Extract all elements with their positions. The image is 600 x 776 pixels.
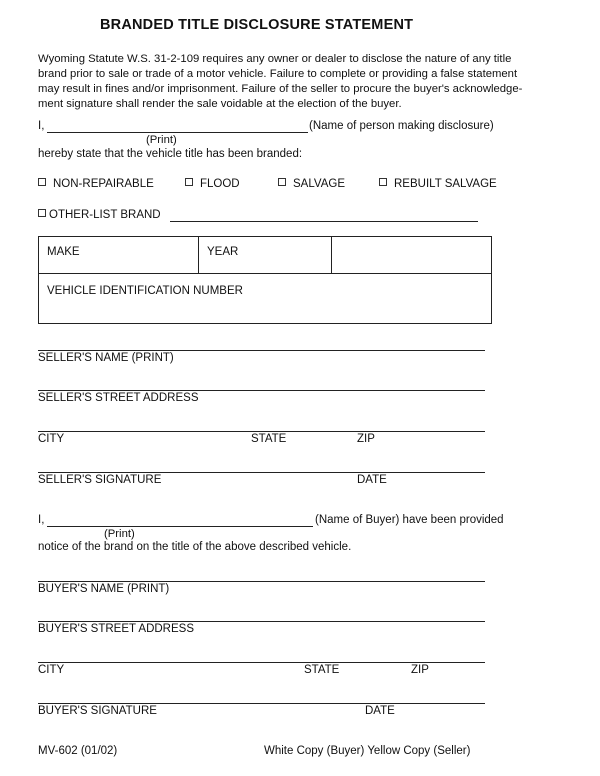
buyer-signature-field[interactable] xyxy=(38,703,485,704)
seller-city-state-zip-field[interactable] xyxy=(38,431,485,432)
seller-address-label: SELLER'S STREET ADDRESS xyxy=(38,392,199,404)
buyer-decl-suffix: (Name of Buyer) have been provided xyxy=(315,514,504,526)
brand-option-label: FLOOD xyxy=(200,178,240,190)
seller-city-label: CITY xyxy=(38,433,65,445)
seller-decl-name-field[interactable] xyxy=(47,132,308,133)
buyer-date-label: DATE xyxy=(365,705,395,717)
buyer-address-label: BUYER'S STREET ADDRESS xyxy=(38,623,194,635)
form-title: BRANDED TITLE DISCLOSURE STATEMENT xyxy=(100,17,414,33)
checkbox-icon xyxy=(38,209,46,217)
extra-field[interactable] xyxy=(332,237,490,272)
copy-distribution: White Copy (Buyer) Yellow Copy (Seller) xyxy=(264,745,471,757)
buyer-address-field[interactable] xyxy=(38,621,485,622)
buyer-decl-name-field[interactable] xyxy=(47,526,313,527)
statute-notice-line: ment signature shall render the sale voidable at the election of the buyer. xyxy=(38,98,402,110)
vehicle-table-divider xyxy=(38,273,491,274)
buyer-name-label: BUYER'S NAME (PRINT) xyxy=(38,583,170,595)
buyer-decl-print-label: (Print) xyxy=(104,528,135,540)
year-field[interactable] xyxy=(199,237,330,272)
brand-option-other[interactable] xyxy=(38,209,161,221)
checkbox-icon xyxy=(379,178,387,186)
seller-name-field[interactable] xyxy=(38,350,485,351)
other-brand-field[interactable] xyxy=(170,221,478,222)
buyer-decl-statement: notice of the brand on the title of the above described vehicle. xyxy=(38,541,352,553)
seller-signature-field[interactable] xyxy=(38,472,485,473)
seller-date-label: DATE xyxy=(357,474,387,486)
brand-option-salvage[interactable] xyxy=(278,178,345,190)
seller-decl-print-label: (Print) xyxy=(146,134,177,146)
brand-option-rebuilt-salvage[interactable] xyxy=(379,178,497,190)
seller-address-field[interactable] xyxy=(38,390,485,391)
statute-notice-line: brand prior to sale or trade of a motor vehicle. Failure to complete or providing a false statement xyxy=(38,68,518,80)
seller-signature-label: SELLER'S SIGNATURE xyxy=(38,474,162,486)
brand-option-label: REBUILT SALVAGE xyxy=(394,178,497,190)
statute-notice-line: may result in fines and/or imprisonment. Failure of the seller to procure the buyer's acknowledge- xyxy=(38,83,523,95)
seller-decl-suffix: (Name of person making disclosure) xyxy=(309,120,494,132)
checkbox-icon xyxy=(38,178,46,186)
buyer-city-state-zip-field[interactable] xyxy=(38,662,485,663)
seller-decl-statement: hereby state that the vehicle title has been branded: xyxy=(38,148,303,160)
vin-label: VEHICLE IDENTIFICATION NUMBER xyxy=(47,285,243,297)
seller-zip-label: ZIP xyxy=(357,433,375,445)
brand-option-label: SALVAGE xyxy=(293,178,345,190)
seller-decl-prefix: I, xyxy=(38,120,45,132)
buyer-city-label: CITY xyxy=(38,664,65,676)
checkbox-icon xyxy=(185,178,193,186)
statute-notice-line: Wyoming Statute W.S. 31-2-109 requires any owner or dealer to disclose the nature of any title xyxy=(38,53,512,65)
brand-option-non-repairable[interactable] xyxy=(38,178,154,190)
brand-option-flood[interactable] xyxy=(185,178,240,190)
brand-option-label: NON-REPAIRABLE xyxy=(53,178,154,190)
buyer-zip-label: ZIP xyxy=(411,664,429,676)
seller-name-label: SELLER'S NAME (PRINT) xyxy=(38,352,174,364)
buyer-signature-label: BUYER'S SIGNATURE xyxy=(38,705,157,717)
other-brand-label: OTHER-LIST BRAND xyxy=(49,209,161,221)
buyer-name-field[interactable] xyxy=(38,581,485,582)
make-label: MAKE xyxy=(47,246,80,258)
buyer-decl-prefix: I, xyxy=(38,514,45,526)
seller-state-label: STATE xyxy=(251,433,287,445)
checkbox-icon xyxy=(278,178,286,186)
make-field[interactable] xyxy=(39,237,197,272)
buyer-state-label: STATE xyxy=(304,664,340,676)
form-id: MV-602 (01/02) xyxy=(38,745,118,757)
year-label: YEAR xyxy=(207,246,239,258)
statute-notice xyxy=(38,52,558,112)
